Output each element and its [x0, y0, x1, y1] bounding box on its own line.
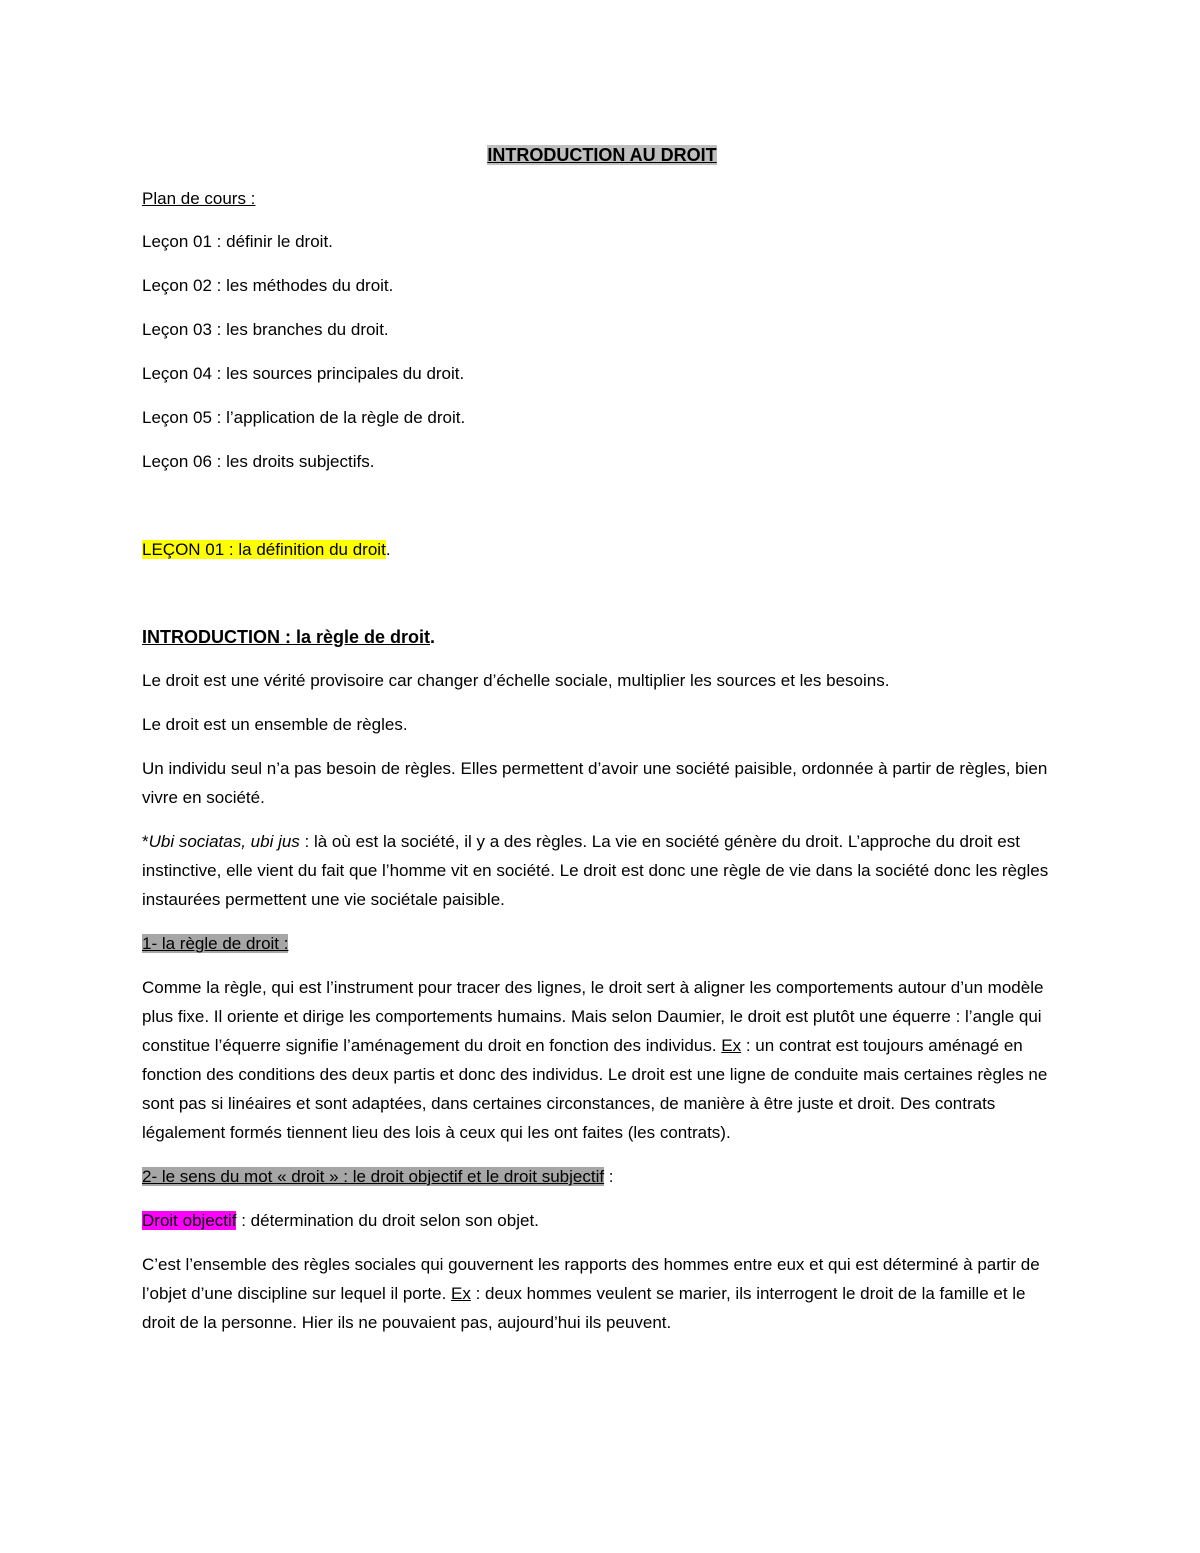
objective-law-term: Droit objectif — [142, 1211, 237, 1230]
lesson1-heading-text: LEÇON 01 : la définition du droit — [142, 540, 386, 559]
spacer — [142, 579, 1062, 623]
plan-label — [142, 184, 1062, 213]
document-title — [142, 140, 1062, 170]
example-label: Ex — [721, 1036, 742, 1055]
asterisk: * — [142, 832, 149, 851]
lesson1-heading — [142, 535, 1062, 564]
section1-paragraph-text-a: Comme la règle, qui est l’instrument pour tracer des lignes, le droit sert à aligner les comportements autour d’un modèle plus fixe. Il oriente et dirige les comportements humains. Mais selon Daumier, le droit est plutôt une équerre : l’angle qui constitue l’équerre signifie l’aménagement du droit en fonction des individus. — [142, 978, 1044, 1055]
lesson-item: Leçon 02 : les méthodes du droit. — [142, 276, 394, 295]
lesson-item: Leçon 01 : définir le droit. — [142, 232, 333, 251]
document-page — [142, 140, 1062, 1352]
section2-heading-end: : — [604, 1167, 614, 1186]
intro-paragraph-3: Un individu seul n’a pas besoin de règles. Elles permettent d’avoir une société paisible, ordonnée à partir de règles, bien vivre en société. — [142, 759, 1048, 807]
section2-heading-text: 2- le sens du mot « droit » : le droit objectif et le droit subjectif — [142, 1167, 605, 1186]
lesson-item: Leçon 06 : les droits subjectifs. — [142, 452, 375, 471]
section2-heading — [142, 1162, 1062, 1191]
lesson-item: Leçon 05 : l’application de la règle de droit. — [142, 408, 466, 427]
document-title-text: INTRODUCTION AU DROIT — [487, 145, 717, 165]
plan-label-text: Plan de cours : — [142, 189, 256, 208]
objective-law-term-rest: : détermination du droit selon son objet. — [236, 1211, 539, 1230]
section1-heading-text: 1- la règle de droit : — [142, 934, 289, 953]
intro-paragraph-2: Le droit est un ensemble de règles. — [142, 715, 408, 734]
lesson-item: Leçon 03 : les branches du droit. — [142, 320, 389, 339]
latin-maxim: Ubi sociatas, ubi jus — [148, 832, 300, 851]
objective-law-definition — [142, 1206, 1062, 1235]
lesson-item: Leçon 04 : les sources principales du droit. — [142, 364, 465, 383]
intro-paragraph-4-text: : là où est la société, il y a des règles. La vie en société génère du droit. L’approche du droit est instinctive, elle vient du fait que l’homme vit en société. Le droit est donc une règle de vie dans la société donc les règles instaurées permettent une vie sociétale paisible. — [142, 832, 1049, 909]
lesson-list — [142, 227, 1062, 476]
intro-paragraph-1: Le droit est une vérité provisoire car changer d’échelle sociale, multiplier les sources et les besoins. — [142, 671, 890, 690]
section2-paragraph-text-a: C’est l’ensemble des règles sociales qui gouvernent les rapports des hommes entre eux et qui est déterminé à partir de l’objet d’une discipline sur lequel il porte. — [142, 1255, 1040, 1303]
intro-paragraph-4 — [142, 827, 1062, 914]
section1-paragraph — [142, 973, 1062, 1147]
lesson1-heading-end: . — [385, 540, 391, 559]
section2-paragraph-text-b: : deux hommes veulent se marier, ils interrogent le droit de la famille et le droit de la personne. Hier ils ne pouvaient pas, aujourd’hui ils peuvent. — [142, 1284, 1026, 1332]
example-label: Ex — [451, 1284, 471, 1303]
intro-heading-text: INTRODUCTION : la règle de droit — [142, 627, 431, 647]
spacer — [142, 491, 1062, 535]
section1-paragraph-text-b: : un contrat est toujours aménagé en fonction des conditions des deux partis et donc des individus. Le droit est une ligne de conduite mais certaines règles ne sont pas si linéaires et sont adaptées, dans certaines circonstances, de manière à être juste et droit. Des contrats légalement formés tiennent lieu des lois à ceux qui les ont faites (les contrats). — [142, 1036, 1048, 1142]
section2-paragraph — [142, 1250, 1062, 1337]
intro-heading-end: . — [430, 627, 436, 647]
intro-heading — [142, 623, 1062, 652]
section1-heading — [142, 929, 1062, 958]
